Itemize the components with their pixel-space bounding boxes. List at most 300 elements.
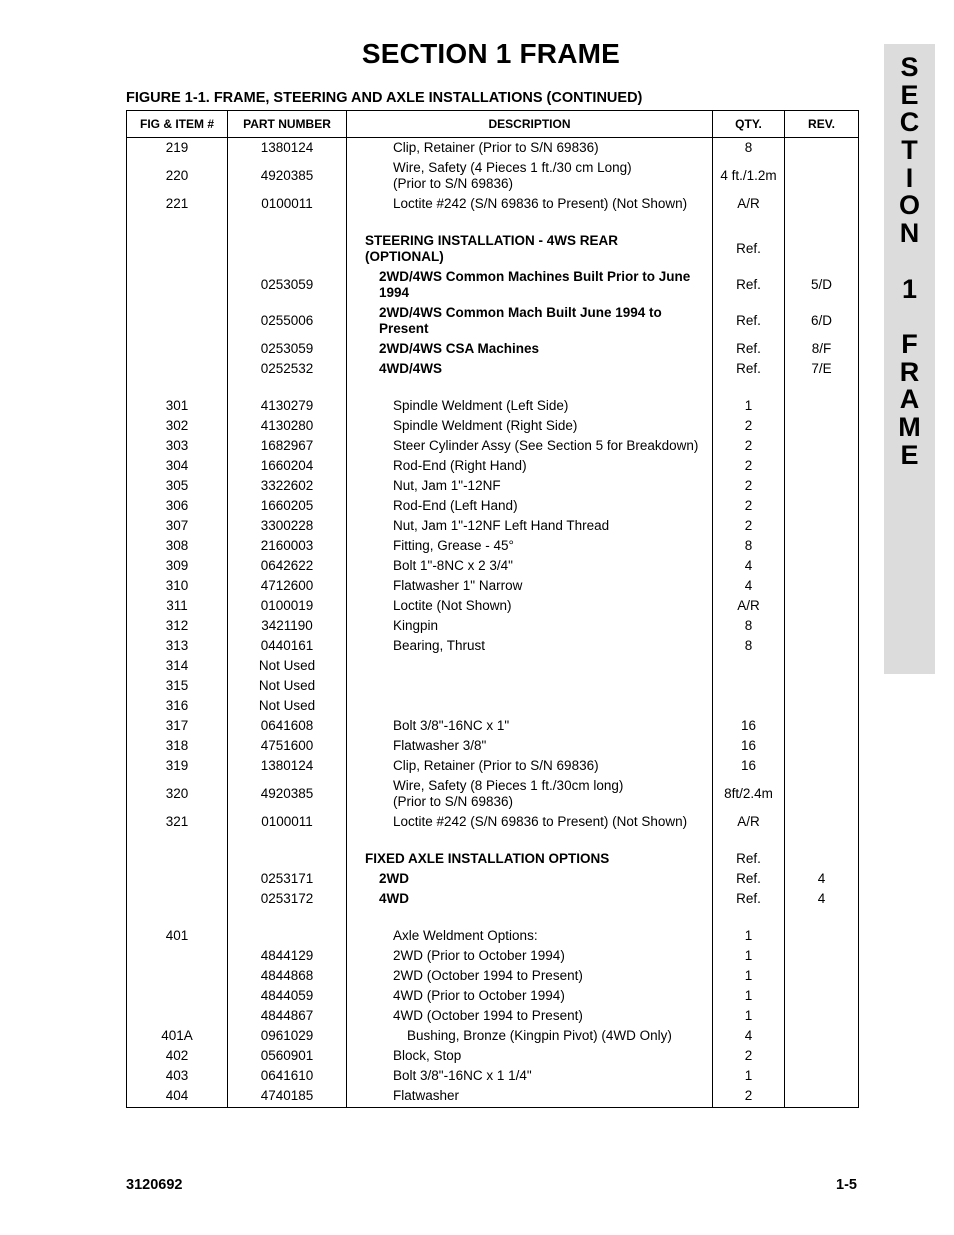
rev-cell: 4 bbox=[785, 889, 859, 909]
qty-cell: 2 bbox=[713, 436, 785, 456]
qty-cell: 8ft/2.4m bbox=[713, 776, 785, 812]
description-line: Bearing, Thrust bbox=[393, 638, 486, 653]
description-cell bbox=[347, 889, 713, 909]
rev-cell: 6/D bbox=[785, 303, 859, 339]
description-line: Nut, Jam 1"-12NF Left Hand Thread bbox=[393, 518, 610, 533]
table-row bbox=[127, 636, 859, 656]
item-cell: 403 bbox=[127, 1066, 228, 1086]
side-tab-letter: R bbox=[899, 356, 920, 387]
part-number-cell: 1380124 bbox=[228, 756, 347, 776]
description-cell bbox=[347, 1026, 713, 1046]
rev-cell bbox=[785, 776, 859, 812]
item-cell bbox=[127, 849, 228, 869]
description-cell bbox=[347, 756, 713, 776]
part-number-cell: 4740185 bbox=[228, 1086, 347, 1108]
qty-cell: 1 bbox=[713, 1066, 785, 1086]
description-line: Rod-End (Right Hand) bbox=[393, 458, 527, 473]
table-spacer-row bbox=[127, 379, 859, 396]
table-row bbox=[127, 576, 859, 596]
item-cell: 320 bbox=[127, 776, 228, 812]
item-cell: 301 bbox=[127, 396, 228, 416]
description-line: Flatwasher bbox=[393, 1088, 460, 1103]
qty-cell: Ref. bbox=[713, 359, 785, 379]
item-cell: 317 bbox=[127, 716, 228, 736]
table-row bbox=[127, 756, 859, 776]
table-row bbox=[127, 339, 859, 359]
spacer-cell bbox=[785, 832, 859, 849]
qty-cell: 16 bbox=[713, 756, 785, 776]
description-cell bbox=[347, 576, 713, 596]
description-cell bbox=[347, 339, 713, 359]
rev-cell bbox=[785, 496, 859, 516]
description-cell bbox=[347, 636, 713, 656]
rev-cell bbox=[785, 1006, 859, 1026]
part-number-cell: 4751600 bbox=[228, 736, 347, 756]
description-line: 2WD (Prior to October 1994) bbox=[393, 948, 565, 963]
description-line: Present bbox=[379, 321, 429, 336]
rev-cell bbox=[785, 194, 859, 214]
rev-cell bbox=[785, 926, 859, 946]
description-line: Loctite #242 (S/N 69836 to Present) (Not Shown) bbox=[393, 814, 688, 829]
spacer-cell bbox=[228, 909, 347, 926]
qty-cell: 8 bbox=[713, 636, 785, 656]
section-side-tab bbox=[884, 44, 935, 674]
description-cell bbox=[347, 656, 713, 676]
table-row bbox=[127, 1066, 859, 1086]
item-cell: 310 bbox=[127, 576, 228, 596]
qty-cell: 4 bbox=[713, 576, 785, 596]
part-number-cell: Not Used bbox=[228, 676, 347, 696]
item-cell: 401A bbox=[127, 1026, 228, 1046]
part-number-cell: 0253059 bbox=[228, 267, 347, 303]
description-line: FIXED AXLE INSTALLATION OPTIONS bbox=[365, 851, 610, 866]
column-header-item: FIG & ITEM # bbox=[127, 111, 228, 138]
part-number-cell: 1660204 bbox=[228, 456, 347, 476]
qty-cell: A/R bbox=[713, 596, 785, 616]
side-tab-letter: A bbox=[899, 384, 920, 415]
item-cell: 311 bbox=[127, 596, 228, 616]
description-cell bbox=[347, 849, 713, 869]
description-line: 2WD bbox=[379, 871, 409, 886]
qty-cell: Ref. bbox=[713, 339, 785, 359]
qty-cell bbox=[713, 676, 785, 696]
rev-cell bbox=[785, 231, 859, 267]
rev-cell bbox=[785, 946, 859, 966]
spacer-cell bbox=[127, 832, 228, 849]
spacer-cell bbox=[713, 214, 785, 231]
part-number-cell: 0253172 bbox=[228, 889, 347, 909]
part-number-cell: Not Used bbox=[228, 696, 347, 716]
item-cell: 404 bbox=[127, 1086, 228, 1108]
rev-cell bbox=[785, 158, 859, 194]
spacer-cell bbox=[785, 379, 859, 396]
part-number-cell: 1660205 bbox=[228, 496, 347, 516]
spacer-cell bbox=[713, 379, 785, 396]
side-tab-letter: N bbox=[899, 218, 920, 249]
item-cell: 321 bbox=[127, 812, 228, 832]
rev-cell bbox=[785, 756, 859, 776]
description-cell bbox=[347, 676, 713, 696]
qty-cell: 1 bbox=[713, 926, 785, 946]
side-tab-letter: S bbox=[900, 52, 919, 82]
parts-table bbox=[126, 110, 859, 1108]
table-spacer-row bbox=[127, 214, 859, 231]
rev-cell bbox=[785, 1066, 859, 1086]
item-cell bbox=[127, 303, 228, 339]
item-cell: 312 bbox=[127, 616, 228, 636]
spacer-cell bbox=[127, 214, 228, 231]
table-row bbox=[127, 476, 859, 496]
part-number-cell: 4920385 bbox=[228, 776, 347, 812]
qty-cell: 1 bbox=[713, 986, 785, 1006]
part-number-cell: 4844129 bbox=[228, 946, 347, 966]
rev-cell bbox=[785, 416, 859, 436]
description-line: Steer Cylinder Assy (See Section 5 for Breakdown) bbox=[393, 438, 699, 453]
table-row bbox=[127, 676, 859, 696]
qty-cell: 8 bbox=[713, 616, 785, 636]
description-cell bbox=[347, 1066, 713, 1086]
table-row bbox=[127, 926, 859, 946]
description-cell bbox=[347, 231, 713, 267]
description-cell bbox=[347, 476, 713, 496]
description-cell bbox=[347, 267, 713, 303]
description-line: Fitting, Grease - 45° bbox=[393, 538, 514, 553]
item-cell: 319 bbox=[127, 756, 228, 776]
description-line: Spindle Weldment (Right Side) bbox=[393, 418, 578, 433]
description-cell bbox=[347, 416, 713, 436]
table-row bbox=[127, 536, 859, 556]
description-cell bbox=[347, 946, 713, 966]
description-line: 1994 bbox=[379, 285, 410, 300]
description-line: 2WD (October 1994 to Present) bbox=[393, 968, 583, 983]
side-tab-letter: O bbox=[898, 190, 920, 221]
item-cell bbox=[127, 869, 228, 889]
description-line: Bolt 1"-8NC x 2 3/4" bbox=[393, 558, 513, 573]
qty-cell: 2 bbox=[713, 1086, 785, 1108]
qty-cell: 1 bbox=[713, 946, 785, 966]
rev-cell bbox=[785, 516, 859, 536]
qty-cell: 4 ft./1.2m bbox=[713, 158, 785, 194]
description-cell bbox=[347, 138, 713, 159]
table-spacer-row bbox=[127, 909, 859, 926]
item-cell bbox=[127, 231, 228, 267]
item-cell bbox=[127, 359, 228, 379]
spacer-cell bbox=[347, 379, 713, 396]
table-row bbox=[127, 656, 859, 676]
table-row bbox=[127, 596, 859, 616]
description-cell bbox=[347, 359, 713, 379]
qty-cell: Ref. bbox=[713, 889, 785, 909]
spacer-cell bbox=[228, 379, 347, 396]
side-tab-letter: M bbox=[898, 411, 921, 442]
qty-cell: 16 bbox=[713, 736, 785, 756]
rev-cell bbox=[785, 1046, 859, 1066]
table-row bbox=[127, 436, 859, 456]
rev-cell bbox=[785, 396, 859, 416]
item-cell: 315 bbox=[127, 676, 228, 696]
part-number-cell: 4844868 bbox=[228, 966, 347, 986]
description-line: Wire, Safety (8 Pieces 1 ft./30cm long) bbox=[393, 778, 624, 793]
description-line: Axle Weldment Options: bbox=[393, 928, 538, 943]
qty-cell: 1 bbox=[713, 1006, 785, 1026]
qty-cell: 1 bbox=[713, 396, 785, 416]
qty-cell: 2 bbox=[713, 476, 785, 496]
item-cell: 318 bbox=[127, 736, 228, 756]
description-line: 4WD (Prior to October 1994) bbox=[393, 988, 565, 1003]
part-number-cell: 1682967 bbox=[228, 436, 347, 456]
table-row bbox=[127, 194, 859, 214]
item-cell: 302 bbox=[127, 416, 228, 436]
description-line: Bolt 3/8"-16NC x 1 1/4" bbox=[393, 1068, 532, 1083]
description-line: Wire, Safety (4 Pieces 1 ft./30 cm Long) bbox=[393, 160, 632, 175]
description-line: (Prior to S/N 69836) bbox=[393, 176, 514, 191]
side-tab-letter: I bbox=[905, 162, 914, 193]
description-cell bbox=[347, 536, 713, 556]
spacer-cell bbox=[228, 214, 347, 231]
rev-cell bbox=[785, 676, 859, 696]
qty-cell: 2 bbox=[713, 1046, 785, 1066]
qty-cell: Ref. bbox=[713, 267, 785, 303]
spacer-cell bbox=[713, 832, 785, 849]
description-line: 2WD/4WS Common Mach Built June 1994 to bbox=[379, 305, 662, 320]
description-line: Spindle Weldment (Left Side) bbox=[393, 398, 569, 413]
rev-cell bbox=[785, 1086, 859, 1108]
side-tab-letter: T bbox=[901, 135, 918, 166]
side-tab-letters bbox=[884, 54, 935, 469]
table-row bbox=[127, 716, 859, 736]
spacer-cell bbox=[127, 379, 228, 396]
description-cell bbox=[347, 869, 713, 889]
description-line: Bushing, Bronze (Kingpin Pivot) (4WD Only) bbox=[407, 1028, 672, 1043]
item-cell: 305 bbox=[127, 476, 228, 496]
part-number-cell: 3300228 bbox=[228, 516, 347, 536]
qty-cell: Ref. bbox=[713, 869, 785, 889]
table-header-row bbox=[127, 111, 859, 138]
column-header-qty: QTY. bbox=[713, 111, 785, 138]
description-cell bbox=[347, 1006, 713, 1026]
side-tab-letter: F bbox=[901, 328, 918, 359]
part-number-cell: 4844867 bbox=[228, 1006, 347, 1026]
qty-cell: Ref. bbox=[713, 231, 785, 267]
spacer-cell bbox=[785, 214, 859, 231]
table-row bbox=[127, 736, 859, 756]
qty-cell: 8 bbox=[713, 536, 785, 556]
description-cell bbox=[347, 516, 713, 536]
table-row bbox=[127, 138, 859, 159]
description-line: 4WD/4WS bbox=[379, 361, 443, 376]
description-line: Flatwasher 3/8" bbox=[393, 738, 487, 753]
spacer-cell bbox=[713, 909, 785, 926]
item-cell: 303 bbox=[127, 436, 228, 456]
description-line: (OPTIONAL) bbox=[365, 249, 444, 264]
part-number-cell: 4130279 bbox=[228, 396, 347, 416]
qty-cell: 2 bbox=[713, 416, 785, 436]
description-line: Clip, Retainer (Prior to S/N 69836) bbox=[393, 140, 599, 155]
part-number-cell: 1380124 bbox=[228, 138, 347, 159]
table-row bbox=[127, 516, 859, 536]
rev-cell bbox=[785, 556, 859, 576]
rev-cell bbox=[785, 812, 859, 832]
column-header-rev: REV. bbox=[785, 111, 859, 138]
rev-cell bbox=[785, 696, 859, 716]
rev-cell bbox=[785, 138, 859, 159]
table-row bbox=[127, 496, 859, 516]
rev-cell bbox=[785, 596, 859, 616]
qty-cell: Ref. bbox=[713, 303, 785, 339]
item-cell bbox=[127, 946, 228, 966]
rev-cell bbox=[785, 476, 859, 496]
qty-cell: 2 bbox=[713, 516, 785, 536]
table-row bbox=[127, 616, 859, 636]
description-cell bbox=[347, 926, 713, 946]
rev-cell bbox=[785, 636, 859, 656]
item-cell: 219 bbox=[127, 138, 228, 159]
item-cell bbox=[127, 966, 228, 986]
qty-cell: 4 bbox=[713, 556, 785, 576]
rev-cell bbox=[785, 536, 859, 556]
part-number-cell: 4712600 bbox=[228, 576, 347, 596]
qty-cell: Ref. bbox=[713, 849, 785, 869]
part-number-cell: 4844059 bbox=[228, 986, 347, 1006]
item-cell bbox=[127, 889, 228, 909]
part-number-cell bbox=[228, 231, 347, 267]
table-row bbox=[127, 359, 859, 379]
spacer-cell bbox=[347, 909, 713, 926]
description-line: Kingpin bbox=[393, 618, 439, 633]
description-cell bbox=[347, 736, 713, 756]
column-header-description: DESCRIPTION bbox=[347, 111, 713, 138]
description-cell bbox=[347, 303, 713, 339]
rev-cell: 4 bbox=[785, 869, 859, 889]
rev-cell: 8/F bbox=[785, 339, 859, 359]
spacer-cell bbox=[347, 832, 713, 849]
description-line: Loctite (Not Shown) bbox=[393, 598, 512, 613]
description-cell bbox=[347, 1046, 713, 1066]
item-cell: 401 bbox=[127, 926, 228, 946]
qty-cell: 1 bbox=[713, 966, 785, 986]
rev-cell bbox=[785, 986, 859, 1006]
item-cell: 307 bbox=[127, 516, 228, 536]
description-cell bbox=[347, 966, 713, 986]
description-line: Flatwasher 1" Narrow bbox=[393, 578, 523, 593]
part-number-cell: 0100011 bbox=[228, 194, 347, 214]
table-row bbox=[127, 946, 859, 966]
qty-cell: 8 bbox=[713, 138, 785, 159]
item-cell bbox=[127, 1006, 228, 1026]
description-cell bbox=[347, 456, 713, 476]
spacer-cell bbox=[785, 909, 859, 926]
description-line: Bolt 3/8"-16NC x 1" bbox=[393, 718, 510, 733]
description-cell bbox=[347, 812, 713, 832]
part-number-cell: 0440161 bbox=[228, 636, 347, 656]
item-cell: 313 bbox=[127, 636, 228, 656]
item-cell bbox=[127, 986, 228, 1006]
description-line: STEERING INSTALLATION - 4WS REAR bbox=[365, 233, 618, 248]
description-cell bbox=[347, 596, 713, 616]
item-cell: 314 bbox=[127, 656, 228, 676]
table-row bbox=[127, 776, 859, 812]
part-number-cell: 0100019 bbox=[228, 596, 347, 616]
part-number-cell: 0253171 bbox=[228, 869, 347, 889]
table-row bbox=[127, 1046, 859, 1066]
table-row bbox=[127, 849, 859, 869]
part-number-cell: 0641610 bbox=[228, 1066, 347, 1086]
description-line: Rod-End (Left Hand) bbox=[393, 498, 518, 513]
side-tab-letter: 1 bbox=[901, 273, 918, 304]
part-number-cell: 3322602 bbox=[228, 476, 347, 496]
item-cell: 316 bbox=[127, 696, 228, 716]
rev-cell bbox=[785, 966, 859, 986]
description-cell bbox=[347, 158, 713, 194]
figure-caption: FIGURE 1-1. FRAME, STEERING AND AXLE INSTALLATIONS (CONTINUED) bbox=[126, 90, 643, 106]
table-row bbox=[127, 889, 859, 909]
table-row bbox=[127, 396, 859, 416]
side-tab-letter bbox=[884, 248, 935, 276]
qty-cell: A/R bbox=[713, 194, 785, 214]
item-cell: 220 bbox=[127, 158, 228, 194]
part-number-cell: 0641608 bbox=[228, 716, 347, 736]
qty-cell bbox=[713, 656, 785, 676]
description-cell bbox=[347, 556, 713, 576]
page-title: SECTION 1 FRAME bbox=[361, 38, 621, 69]
item-cell: 306 bbox=[127, 496, 228, 516]
part-number-cell bbox=[228, 926, 347, 946]
item-cell: 304 bbox=[127, 456, 228, 476]
description-line: Nut, Jam 1"-12NF bbox=[393, 478, 501, 493]
qty-cell: A/R bbox=[713, 812, 785, 832]
qty-cell bbox=[713, 696, 785, 716]
item-cell bbox=[127, 339, 228, 359]
rev-cell bbox=[785, 716, 859, 736]
rev-cell bbox=[785, 1026, 859, 1046]
rev-cell bbox=[785, 456, 859, 476]
description-cell bbox=[347, 1086, 713, 1108]
rev-cell bbox=[785, 849, 859, 869]
description-cell bbox=[347, 616, 713, 636]
rev-cell bbox=[785, 736, 859, 756]
part-number-cell: 3421190 bbox=[228, 616, 347, 636]
item-cell: 402 bbox=[127, 1046, 228, 1066]
description-cell bbox=[347, 986, 713, 1006]
rev-cell bbox=[785, 576, 859, 596]
item-cell: 221 bbox=[127, 194, 228, 214]
table-row bbox=[127, 231, 859, 267]
part-number-cell bbox=[228, 849, 347, 869]
description-cell bbox=[347, 696, 713, 716]
part-number-cell: 0560901 bbox=[228, 1046, 347, 1066]
table-row bbox=[127, 812, 859, 832]
side-tab-letter bbox=[884, 303, 935, 331]
part-number-cell: 0253059 bbox=[228, 339, 347, 359]
spacer-cell bbox=[347, 214, 713, 231]
table-row bbox=[127, 456, 859, 476]
description-cell bbox=[347, 776, 713, 812]
description-cell bbox=[347, 496, 713, 516]
table-row bbox=[127, 986, 859, 1006]
table-row bbox=[127, 1026, 859, 1046]
description-line: Block, Stop bbox=[393, 1048, 462, 1063]
part-number-cell: 4920385 bbox=[228, 158, 347, 194]
table-spacer-row bbox=[127, 832, 859, 849]
table-row bbox=[127, 696, 859, 716]
spacer-cell bbox=[127, 909, 228, 926]
column-header-part-number: PART NUMBER bbox=[228, 111, 347, 138]
table-row bbox=[127, 158, 859, 194]
part-number-cell: 0642622 bbox=[228, 556, 347, 576]
part-number-cell: 0961029 bbox=[228, 1026, 347, 1046]
table-row bbox=[127, 556, 859, 576]
rev-cell bbox=[785, 656, 859, 676]
